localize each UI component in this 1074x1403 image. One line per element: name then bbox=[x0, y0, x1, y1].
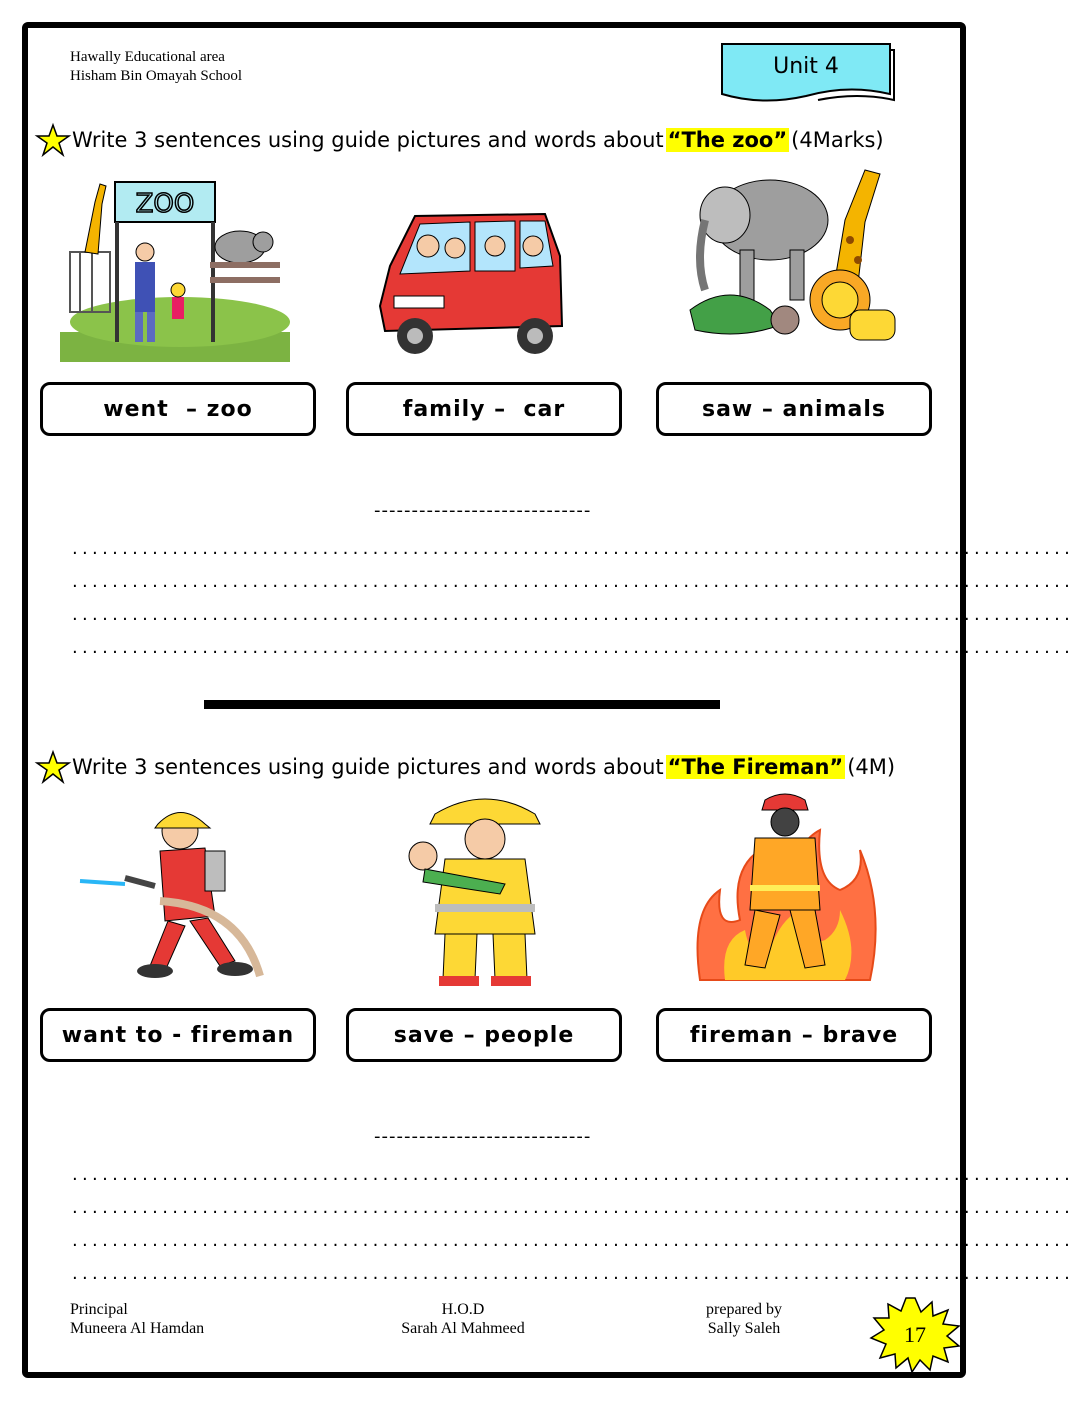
instruction-fireman bbox=[36, 751, 895, 783]
zoo-entrance-picture bbox=[60, 172, 300, 362]
answer-line-zoo-3[interactable]: .................................................................................................... bbox=[72, 604, 1074, 625]
marks-label: (4Marks) bbox=[791, 128, 884, 152]
word-box-save-people: save – people bbox=[346, 1008, 622, 1062]
word-box-went-zoo: went – zoo bbox=[40, 382, 316, 436]
zoo-animals-picture bbox=[680, 160, 920, 350]
title-line-zoo[interactable]: ----------------------------- bbox=[374, 500, 592, 521]
hod-title: H.O.D bbox=[441, 1301, 485, 1318]
hod-name: Sarah Al Mahmeed bbox=[401, 1320, 525, 1337]
school-name: Hisham Bin Omayah School bbox=[70, 68, 243, 84]
answer-line-fireman-2[interactable]: .................................................................................................... bbox=[72, 1197, 1074, 1218]
svg-text:ZOO: ZOO bbox=[135, 189, 195, 219]
school-info bbox=[70, 48, 242, 86]
answer-line-zoo-1[interactable]: .................................................................................................... bbox=[72, 538, 1074, 559]
fireman-rescue-picture bbox=[395, 794, 635, 984]
marks-label: (4M) bbox=[847, 755, 896, 779]
school-area: Hawally Educational area bbox=[70, 49, 225, 65]
unit-label: Unit 4 bbox=[773, 54, 839, 79]
footer-prepared bbox=[704, 1300, 784, 1338]
answer-line-fireman-4[interactable]: .................................................................................................... bbox=[72, 1263, 1074, 1284]
word-box-want-fireman: want to - fireman bbox=[40, 1008, 316, 1062]
answer-line-fireman-1[interactable]: .................................................................................................... bbox=[72, 1164, 1074, 1185]
footer-hod bbox=[398, 1300, 528, 1338]
answer-line-fireman-3[interactable]: .................................................................................................... bbox=[72, 1230, 1074, 1251]
principal-name: Muneera Al Hamdan bbox=[70, 1320, 205, 1337]
title-line-fireman[interactable]: ----------------------------- bbox=[374, 1126, 592, 1147]
word-box-saw-animals: saw – animals bbox=[656, 382, 932, 436]
star-icon bbox=[36, 124, 70, 156]
instruction-text: Write 3 sentences using guide pictures and words about bbox=[72, 755, 664, 779]
fireman-hose-picture bbox=[80, 806, 320, 996]
prepared-title: prepared by bbox=[706, 1301, 782, 1318]
page-number: 17 bbox=[904, 1322, 926, 1347]
answer-line-zoo-2[interactable]: .................................................................................................... bbox=[72, 571, 1074, 592]
footer-principal bbox=[70, 1300, 204, 1338]
topic-highlight: “The zoo” bbox=[667, 128, 788, 152]
star-icon bbox=[36, 751, 70, 783]
word-box-fireman-brave: fireman – brave bbox=[656, 1008, 932, 1062]
principal-title: Principal bbox=[70, 1301, 128, 1318]
unit-banner bbox=[718, 40, 894, 104]
answer-line-zoo-4[interactable]: .................................................................................................... bbox=[72, 637, 1074, 658]
topic-highlight: “The Fireman” bbox=[667, 755, 844, 779]
page-number-badge bbox=[868, 1296, 962, 1374]
fireman-flames-picture bbox=[690, 790, 930, 980]
section-divider bbox=[204, 700, 720, 709]
family-car-picture bbox=[370, 196, 610, 386]
prepared-name: Sally Saleh bbox=[707, 1320, 781, 1337]
word-box-family-car: family – car bbox=[346, 382, 622, 436]
instruction-text: Write 3 sentences using guide pictures and words about bbox=[72, 128, 664, 152]
instruction-zoo bbox=[36, 124, 884, 156]
